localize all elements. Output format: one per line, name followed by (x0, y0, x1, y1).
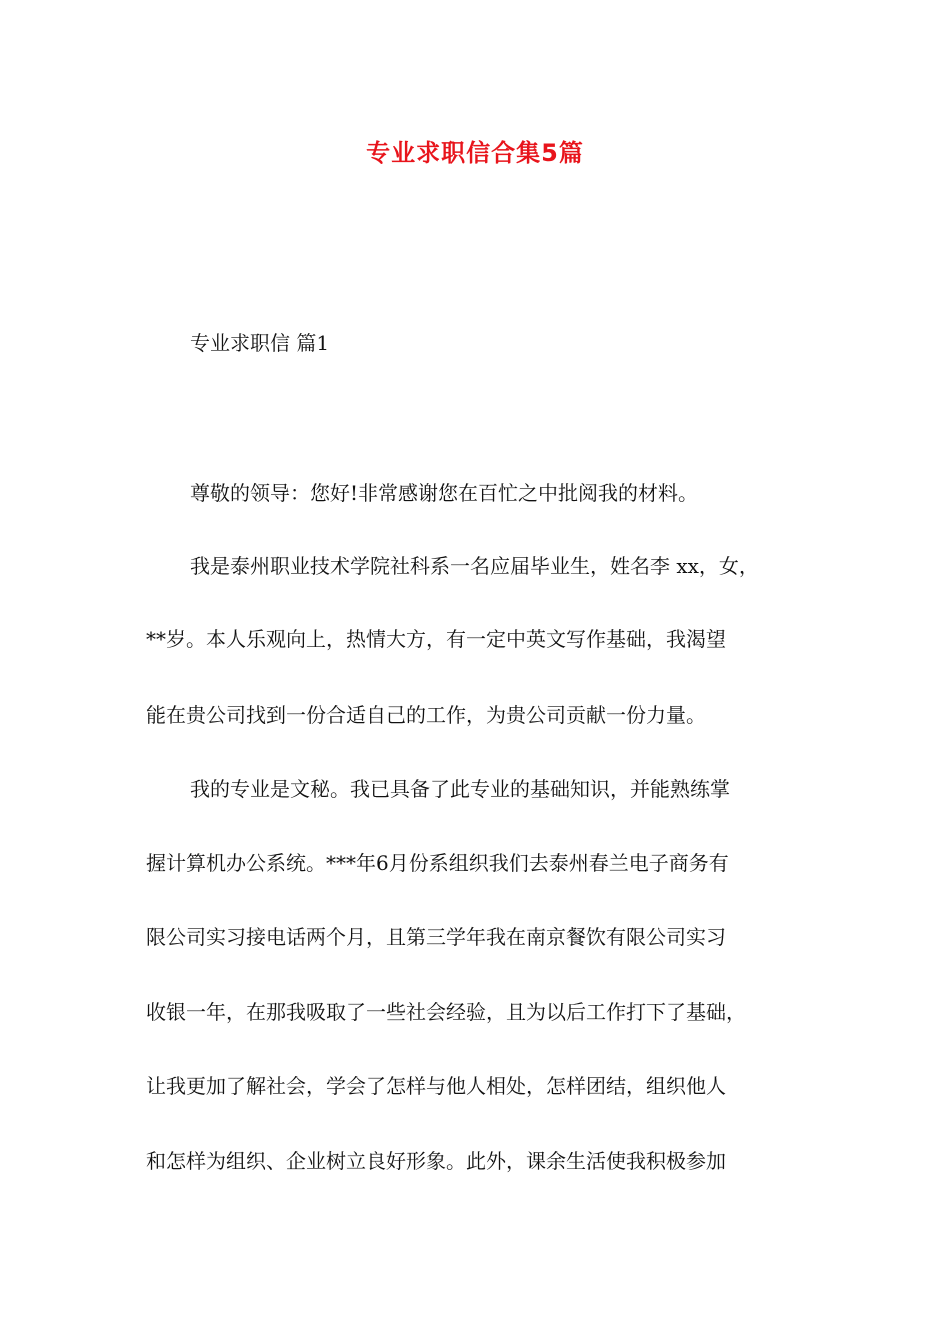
body-line: **岁。本人乐观向上，热情大方，有一定中英文写作基础，我渴望 (146, 627, 726, 651)
body-line: 能在贵公司找到一份合适自己的工作，为贵公司贡献一份力量。 (146, 703, 706, 727)
section-heading: 专业求职信 篇1 (190, 331, 330, 355)
body-line: 我是泰州职业技术学院社科系一名应届毕业生，姓名李 xx，女， (190, 554, 759, 578)
body-line: 让我更加了解社会，学会了怎样与他人相处，怎样团结，组织他人 (146, 1074, 726, 1098)
document-title: 专业求职信合集5篇 (366, 139, 584, 167)
body-line: 和怎样为组织、企业树立良好形象。此外，课余生活使我积极参加 (146, 1149, 726, 1173)
body-line: 尊敬的领导：您好!非常感谢您在百忙之中批阅我的材料。 (190, 481, 699, 505)
body-line: 收银一年，在那我吸取了一些社会经验，且为以后工作打下了基础， (146, 1000, 746, 1024)
body-line: 握计算机办公系统。***年6月份系组织我们去泰州春兰电子商务有 (146, 851, 729, 875)
body-line: 我的专业是文秘。我已具备了此专业的基础知识，并能熟练掌 (190, 777, 730, 801)
body-line: 限公司实习接电话两个月，且第三学年我在南京餐饮有限公司实习 (146, 925, 726, 949)
